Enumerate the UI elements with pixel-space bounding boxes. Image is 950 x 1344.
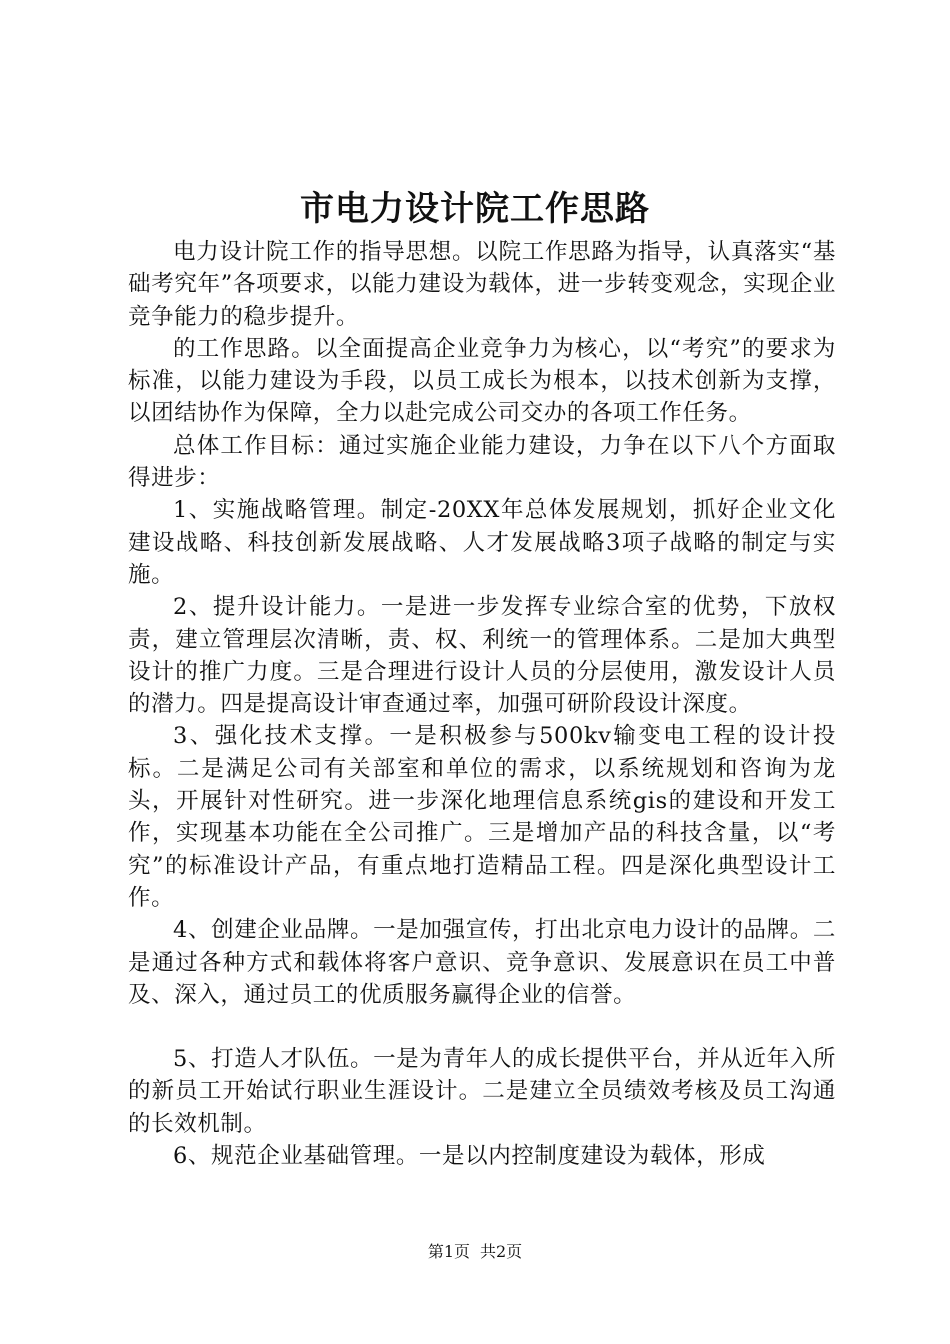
- document-body: [128, 236, 836, 1172]
- paragraph-overall-goal: 总体工作目标：通过实施企业能力建设，力争在以下八个方面取得进步：: [128, 432, 836, 492]
- paragraph-item-3: 3、强化技术支撑。一是积极参与500kv输变电工程的设计投标。二是满足公司有关部室和单位的需求，以系统规划和咨询为龙头，开展针对性研究。进一步深化地理信息系统gis的建设和开发工作，实现基本功能在全公司推广。三是增加产品的科技含量，以“考究”的标准设计产品，有重点地打造精品工程。四是深化典型设计工作。: [128, 723, 836, 911]
- page-number-total: 共2页: [480, 1242, 523, 1261]
- page-number-current: 第1页: [427, 1242, 470, 1261]
- paragraph-item-5: 5、打造人才队伍。一是为青年人的成长提供平台，并从近年入所的新员工开始试行职业生涯设计。二是建立全员绩效考核及员工沟通的长效机制。: [128, 1046, 836, 1137]
- document-title: 市电力设计院工作思路: [300, 189, 650, 229]
- paragraph-item-1: 1、实施战略管理。制定-20XX年总体发展规划，抓好企业文化建设战略、科技创新发展战略、人才发展战略3项子战略的制定与实施。: [128, 497, 836, 588]
- paragraph-work-approach: 的工作思路。以全面提高企业竞争力为核心，以“考究”的要求为标准，以能力建设为手段，以员工成长为根本，以技术创新为支撑，以团结协作为保障，全力以赴完成公司交办的各项工作任务。: [128, 335, 836, 427]
- paragraph-guiding-thought: 电力设计院工作的指导思想。以院工作思路为指导，认真落实“基础考究年”各项要求，以能力建设为载体，进一步转变观念，实现企业竞争能力的稳步提升。: [128, 239, 836, 330]
- paragraph-item-2: 2、提升设计能力。一是进一步发挥专业综合室的优势，下放权责，建立管理层次清晰，责、权、利统一的管理体系。二是加大典型设计的推广力度。三是合理进行设计人员的分层使用，激发设计人员的潜力。四是提高设计审查通过率，加强可研阶段设计深度。: [128, 594, 836, 718]
- paragraph-item-6: 6、规范企业基础管理。一是以内控制度建设为载体，形成: [173, 1143, 766, 1170]
- paragraph-item-4: 4、创建企业品牌。一是加强宣传，打出北京电力设计的品牌。二是通过各种方式和载体将客户意识、竞争意识、发展意识在员工中普及、深入，通过员工的优质服务赢得企业的信誉。: [128, 917, 836, 1008]
- page-footer: [0, 1240, 950, 1264]
